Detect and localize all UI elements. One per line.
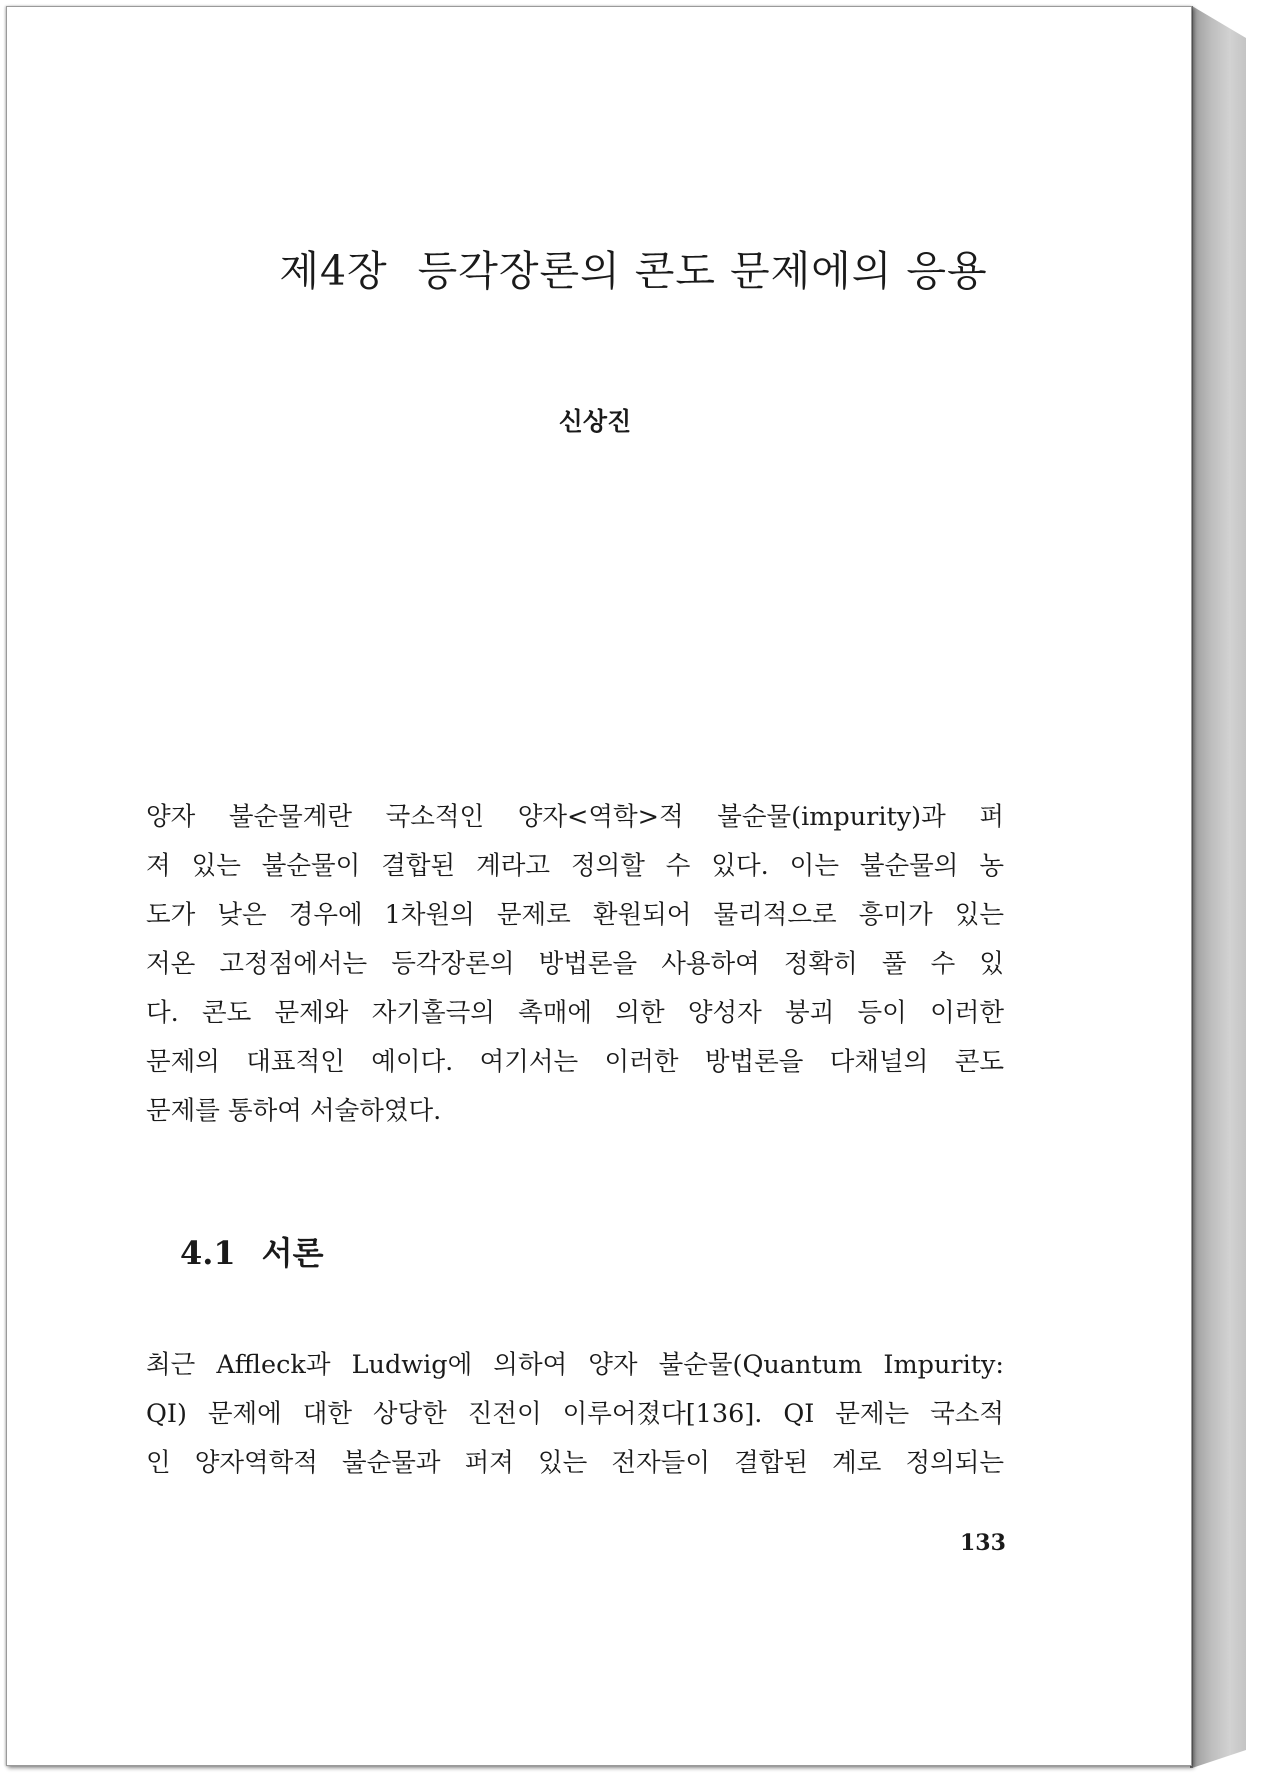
abstract-paragraph <box>146 793 1004 1136</box>
abstract-line: 저온 고정점에서는 등각장론의 방법론을 사용하여 정확히 풀 수 있 <box>146 949 1004 979</box>
abstract-line: 도가 낮은 경우에 1차원의 문제로 환원되어 물리적으로 흥미가 있는 <box>146 900 1004 930</box>
abstract-line: 양자 불순물계란 국소적인 양자<역학>적 불순물(impurity)과 퍼 <box>146 802 1004 832</box>
section-number: 4.1 <box>180 1234 236 1272</box>
abstract-line: 져 있는 불순물이 결합된 계라고 정의할 수 있다. 이는 불순물의 농 <box>146 851 1004 881</box>
page-number: 133 <box>960 1530 1006 1556</box>
intro-paragraph <box>146 1341 1004 1488</box>
section-heading <box>180 1228 324 1274</box>
intro-line: QI) 문제에 대한 상당한 진전이 이루어졌다[136]. QI 문제는 국소적 <box>146 1399 1004 1429</box>
intro-line: 최근 Affleck과 Ludwig에 의하여 양자 불순물(Quantum Impurity: <box>146 1350 1004 1380</box>
abstract-line: 문제를 통하여 서술하였다. <box>146 1096 442 1126</box>
author-name: 신상진 <box>558 407 632 436</box>
section-title: 서론 <box>261 1234 324 1272</box>
abstract-line: 다. 콘도 문제와 자기홀극의 촉매에 의한 양성자 붕괴 등이 이러한 <box>146 998 1004 1028</box>
chapter-number: 제4장 <box>279 247 388 295</box>
chapter-title-text: 등각장론의 콘도 문제에의 응용 <box>417 247 988 295</box>
intro-line: 인 양자역학적 불순물과 퍼져 있는 전자들이 결합된 계로 정의되는 <box>146 1448 1004 1478</box>
abstract-line: 문제의 대표적인 예이다. 여기서는 이러한 방법론을 다채널의 콘도 <box>146 1047 1004 1077</box>
chapter-title <box>0 238 1267 297</box>
